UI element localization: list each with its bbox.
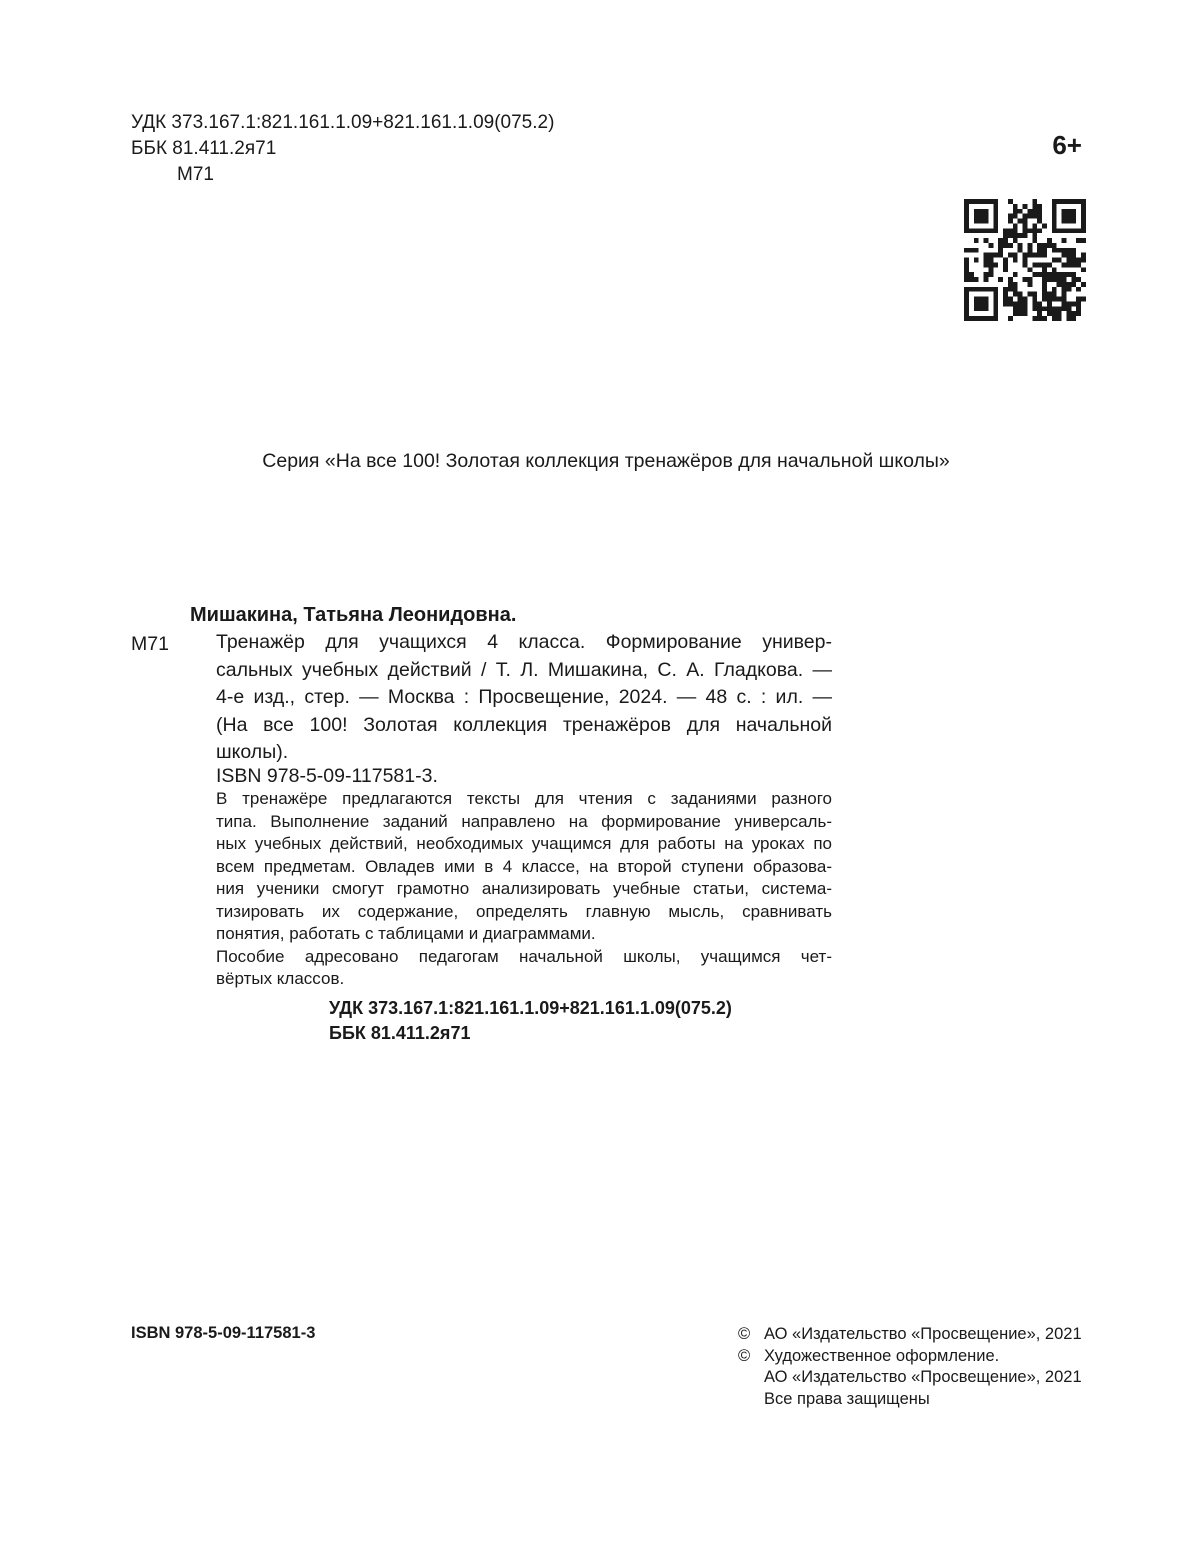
description-line: сальных учебных действий / Т. Л. Мишакина, С. А. Гладкова. — [216,658,832,681]
description-line: школы). [216,741,289,763]
copyright-line: АО «Издательство «Просвещение», 2021 [764,1368,1082,1386]
udk-header [131,110,554,188]
description-line: 4-е изд., стер. — Москва : Просвещение, 2024. — 48 с. : ил. — [216,686,832,708]
description-line: Тренажёр для учащихся 4 класса. Формирование универ- [216,631,832,653]
author-name: Мишакина, Татьяна Леонидовна. [190,604,517,626]
copyright-block [738,1324,1082,1410]
annotation-line: ния ученики смогут грамотно анализировать учебные статьи, система- [216,879,832,898]
bbk-bold: ББК 81.411.2я71 [329,1023,471,1043]
age-rating: 6+ [1052,130,1082,160]
isbn-footer: ISBN 978-5-09-117581-3 [131,1324,316,1342]
qr-code [964,199,1086,321]
summary-codes [329,996,732,1046]
copyright-design-title: Художественное оформление. [764,1346,1000,1365]
author-sign-code: М71 [177,164,214,185]
isbn-inline: ISBN 978-5-09-117581-3. [216,765,438,787]
copyright-icon: © [738,1346,751,1365]
annotation-line: всем предметам. Овладев ими в 4 классе, на второй ступени образова- [216,856,832,876]
annotation [216,788,832,991]
bbk-code: ББК 81.411.2я71 [131,138,277,159]
udk-code: УДК 373.167.1:821.161.1.09+821.161.1.09(075.2) [131,112,555,133]
entry-code: М71 [131,633,169,655]
copyright-line: АО «Издательство «Просвещение», 2021 [764,1325,1082,1343]
udk-bold: УДК 373.167.1:821.161.1.09+821.161.1.09(075.2) [329,998,732,1018]
description-line: (На все 100! Золотая коллекция тренажёров для начальной [216,713,832,736]
copyright-icon: © [738,1325,751,1343]
annotation-line: вёртых классов. [216,969,345,988]
bibliographic-description [216,629,832,767]
annotation-line: тизировать их содержание, определять главную мысль, сравнивать [216,901,832,921]
annotation-line: типа. Выполнение заданий направлено на формирование универсаль- [216,811,832,831]
annotation-line: ных учебных действий, необходимых учащимся для работы на уроках по [216,834,832,853]
rights-reserved: Все права защищены [764,1389,930,1408]
annotation-line: Пособие адресовано педагогам начальной школы, учащимся чет- [216,946,832,966]
series-title: Серия «На все 100! Золотая коллекция тренажёров для начальной школы» [262,450,950,472]
annotation-line: понятия, работать с таблицами и диаграммами. [216,924,596,943]
annotation-line: В тренажёре предлагаются тексты для чтения с заданиями разного [216,789,832,808]
